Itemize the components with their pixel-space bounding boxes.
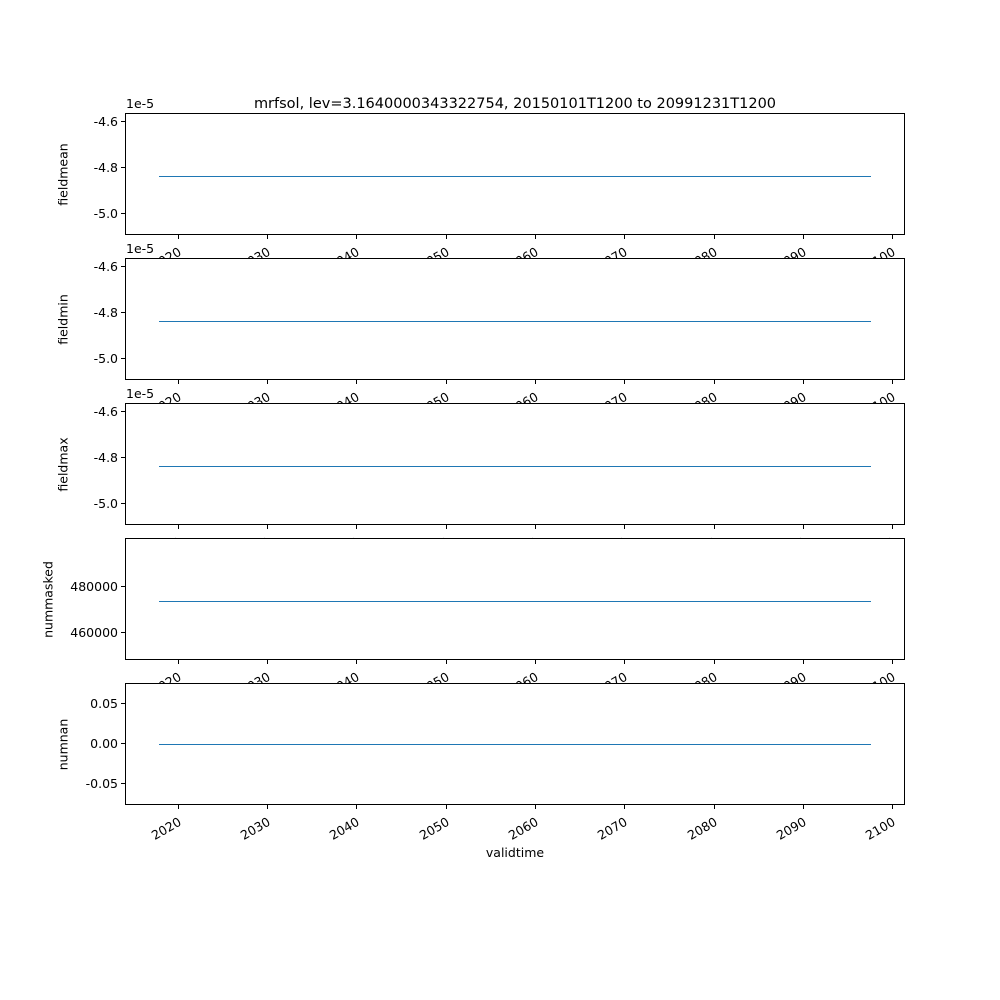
y-axis-label-fieldmin: fieldmin xyxy=(55,294,71,345)
x-tick-mark xyxy=(356,805,357,809)
y-tick-label: -5.0 xyxy=(93,496,118,511)
x-tick-label: 2030 xyxy=(237,814,273,843)
y-tick-label: 460000 xyxy=(70,625,118,640)
y-tick-mark xyxy=(121,783,125,784)
subplot-nummasked xyxy=(125,538,905,660)
y-tick-label: -4.6 xyxy=(93,114,118,129)
y-offset-text-fieldmax: 1e-5 xyxy=(126,386,155,401)
x-tick-mark xyxy=(446,235,447,239)
x-tick-mark xyxy=(356,525,357,529)
x-tick-mark xyxy=(535,525,536,529)
y-tick-mark xyxy=(121,632,125,633)
y-tick-mark xyxy=(121,312,125,313)
x-tick-mark xyxy=(178,660,179,664)
x-tick-mark xyxy=(446,525,447,529)
data-line-fieldmean xyxy=(159,176,871,177)
y-axis-label-fieldmean: fieldmean xyxy=(55,143,71,206)
x-tick-mark xyxy=(267,660,268,664)
x-tick-mark xyxy=(356,660,357,664)
y-tick-label: -5.0 xyxy=(93,206,118,221)
x-tick-label: 2100 xyxy=(862,814,898,843)
y-tick-mark xyxy=(121,411,125,412)
data-line-fieldmax xyxy=(159,466,871,467)
x-tick-mark xyxy=(624,805,625,809)
y-tick-mark xyxy=(121,358,125,359)
x-tick-mark xyxy=(535,235,536,239)
x-tick-mark xyxy=(446,660,447,664)
x-tick-mark xyxy=(178,805,179,809)
y-axis-label-numnan: numnan xyxy=(55,718,71,771)
x-tick-mark xyxy=(892,660,893,664)
y-offset-text-fieldmin: 1e-5 xyxy=(126,241,155,256)
x-tick-mark xyxy=(714,660,715,664)
y-tick-label: -0.05 xyxy=(85,776,118,791)
y-tick-mark xyxy=(121,503,125,504)
x-tick-mark xyxy=(803,525,804,529)
x-tick-mark xyxy=(714,805,715,809)
y-tick-label: -4.6 xyxy=(93,259,118,274)
y-tick-mark xyxy=(121,586,125,587)
x-tick-mark xyxy=(624,660,625,664)
y-axis-label-nummasked: nummasked xyxy=(40,561,56,638)
x-tick-mark xyxy=(356,380,357,384)
x-tick-mark xyxy=(892,805,893,809)
x-tick-label: 2080 xyxy=(684,814,720,843)
y-tick-label: -5.0 xyxy=(93,351,118,366)
x-tick-mark xyxy=(535,805,536,809)
x-tick-mark xyxy=(178,380,179,384)
y-tick-label: 0.05 xyxy=(90,696,118,711)
y-tick-mark xyxy=(121,703,125,704)
x-tick-mark xyxy=(714,235,715,239)
data-line-fieldmin xyxy=(159,321,871,322)
x-tick-mark xyxy=(267,235,268,239)
y-tick-mark xyxy=(121,266,125,267)
x-tick-mark xyxy=(714,380,715,384)
chart-title: mrfsol, lev=3.1640000343322754, 20150101T1200 to 20991231T1200 xyxy=(253,96,777,112)
x-tick-label: 2070 xyxy=(594,814,630,843)
y-tick-mark xyxy=(121,213,125,214)
x-tick-mark xyxy=(892,525,893,529)
x-tick-mark xyxy=(714,525,715,529)
data-line-nummasked xyxy=(159,601,871,602)
x-tick-mark xyxy=(446,380,447,384)
subplot-fieldmean xyxy=(125,113,905,235)
x-tick-mark xyxy=(803,660,804,664)
subplot-fieldmin xyxy=(125,258,905,380)
x-tick-mark xyxy=(267,525,268,529)
y-tick-mark xyxy=(121,457,125,458)
x-tick-mark xyxy=(535,660,536,664)
x-tick-mark xyxy=(267,380,268,384)
x-tick-mark xyxy=(892,380,893,384)
y-tick-label: -4.6 xyxy=(93,404,118,419)
y-tick-label: -4.8 xyxy=(93,305,118,320)
x-tick-mark xyxy=(624,235,625,239)
y-offset-text-fieldmean: 1e-5 xyxy=(126,96,155,111)
y-tick-mark xyxy=(121,121,125,122)
x-tick-mark xyxy=(267,805,268,809)
x-tick-mark xyxy=(892,235,893,239)
y-axis-label-fieldmax: fieldmax xyxy=(55,437,71,492)
x-tick-label: 2060 xyxy=(505,814,541,843)
x-axis-label: validtime xyxy=(485,845,545,860)
y-tick-label: -4.8 xyxy=(93,450,118,465)
subplot-fieldmax xyxy=(125,403,905,525)
y-tick-label: 0.00 xyxy=(90,736,118,751)
y-tick-label: 480000 xyxy=(70,579,118,594)
x-tick-mark xyxy=(624,380,625,384)
data-line-numnan xyxy=(159,744,871,745)
x-tick-mark xyxy=(803,235,804,239)
x-tick-mark xyxy=(446,805,447,809)
x-tick-label: 2040 xyxy=(326,814,362,843)
subplot-numnan xyxy=(125,683,905,805)
y-tick-mark xyxy=(121,743,125,744)
x-tick-mark xyxy=(803,380,804,384)
x-tick-mark xyxy=(178,525,179,529)
x-tick-mark xyxy=(535,380,536,384)
x-tick-mark xyxy=(624,525,625,529)
x-tick-label: 2020 xyxy=(148,814,184,843)
x-tick-mark xyxy=(178,235,179,239)
x-tick-mark xyxy=(356,235,357,239)
x-tick-label: 2090 xyxy=(773,814,809,843)
y-tick-label: -4.8 xyxy=(93,160,118,175)
x-tick-mark xyxy=(803,805,804,809)
y-tick-mark xyxy=(121,167,125,168)
x-tick-label: 2050 xyxy=(416,814,452,843)
